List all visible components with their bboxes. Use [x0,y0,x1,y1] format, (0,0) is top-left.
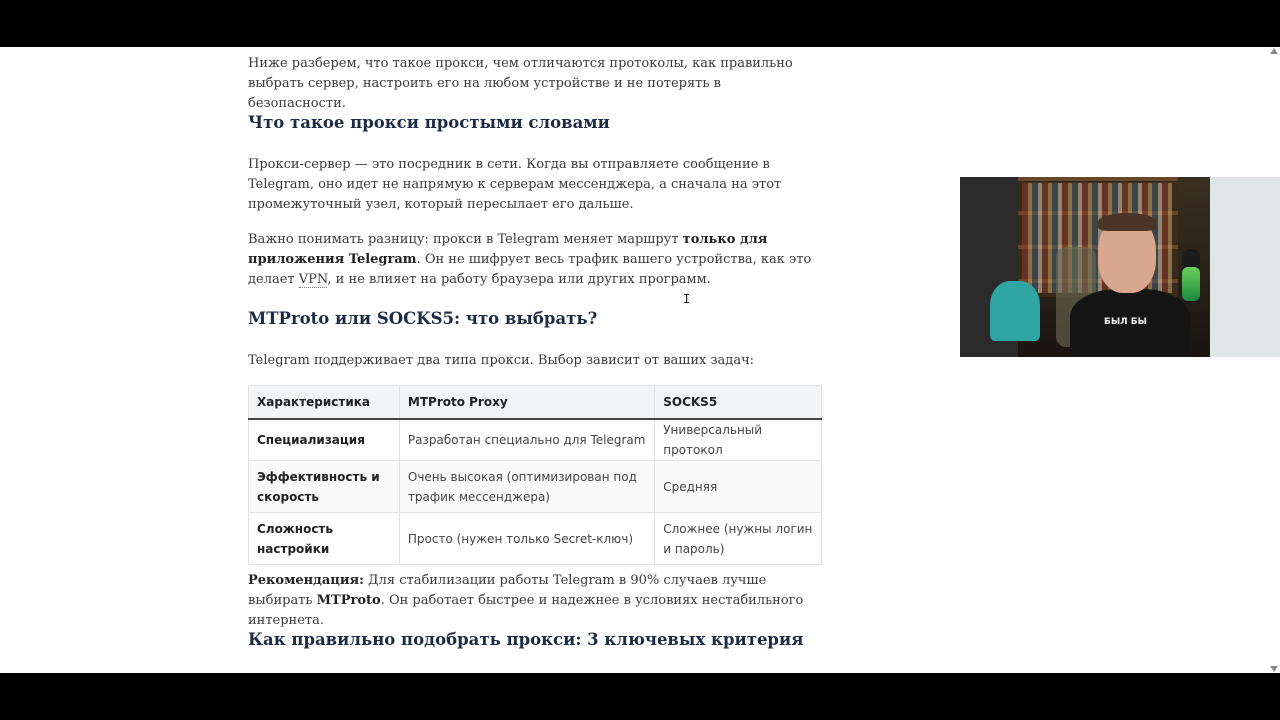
bottom-letterbox [0,673,1280,720]
scroll-down-arrow-icon[interactable] [1270,666,1278,672]
table-header-row [249,386,822,420]
table-cell: Сложнее (нужны логин и пароль) [655,513,822,565]
table-cell-feature: Специализация [249,419,400,461]
browser-viewport[interactable] [0,47,1280,673]
table-cell: Очень высокая (оптимизирован под трафик мессенджера) [399,461,654,513]
table-cell: Универсальный протокол [655,419,822,461]
important-text-2: . Он не шифрует весь трафик вашего устройства, как это делает [248,252,812,287]
table-cell: Разработан специально для Telegram [399,419,654,461]
top-letterbox [0,0,1280,47]
recommendation-text-1: Для стабилизации работы Telegram в 90% случаев лучше выбирать [248,573,767,608]
important-text-1: Важно понимать разницу: прокси в Telegram меняет маршрут [248,232,683,247]
scroll-up-arrow-icon[interactable] [1270,48,1278,54]
recommendation-text-2: . Он работает быстрее и надежнее в условиях нестабильного интернета. [248,593,804,628]
heading-what-is-proxy: Что такое прокси простыми словами [248,113,610,132]
webcam-shirt-text: БЫЛ БЫ [1104,317,1147,327]
table-row [249,461,822,513]
vpn-link[interactable]: VPN [298,272,328,287]
important-text-3: , и не влияет на работу браузера или других программ. [327,272,711,287]
heading-mtproto-vs-socks5: MTProto или SOCKS5: что выбрать? [248,309,598,328]
table-header-cell: Характеристика [249,386,400,420]
supports-paragraph: Telegram поддерживает два типа прокси. Выбор зависит от ваших задач: [248,353,755,368]
table-row [249,513,822,565]
table-cell-feature: Сложность настройки [249,513,400,565]
table-header-cell: MTProto Proxy [399,386,654,420]
recommendation-paragraph [248,571,822,631]
table-cell: Просто (нужен только Secret-ключ) [399,513,654,565]
webcam-cyan-object [990,281,1040,341]
table-header-cell: SOCKS5 [655,386,822,420]
webcam-overlay [960,177,1280,357]
recommendation-bold: MTProto [316,593,381,608]
text-cursor-icon: I [683,292,691,306]
recommendation-label: Рекомендация: [248,573,364,588]
intro-paragraph: Ниже разберем, что такое прокси, чем отличаются протоколы, как правильно выбрать сервер, настроить его на любом устройстве и не потерять в безопасности. [248,56,793,111]
proxy-definition-paragraph: Прокси-сервер — это посредник в сети. Когда вы отправляете сообщение в Telegram, оно идет не напрямую к серверам мессенджера, а сначала на этот промежуточный узел, который пересылает его дальше. [248,157,782,212]
table-row [249,419,822,461]
webcam-window [1210,177,1280,357]
webcam-person-hair [1098,213,1156,231]
webcam-mic-glow [1182,267,1200,301]
heading-criteria: Как правильно подобрать прокси: 3 ключевых критерия [248,630,804,649]
important-bold: только для приложения Telegram [248,232,768,267]
comparison-table [248,385,822,565]
table-cell-feature: Эффективность и скорость [249,461,400,513]
important-paragraph [248,230,822,290]
table-cell: Средняя [655,461,822,513]
